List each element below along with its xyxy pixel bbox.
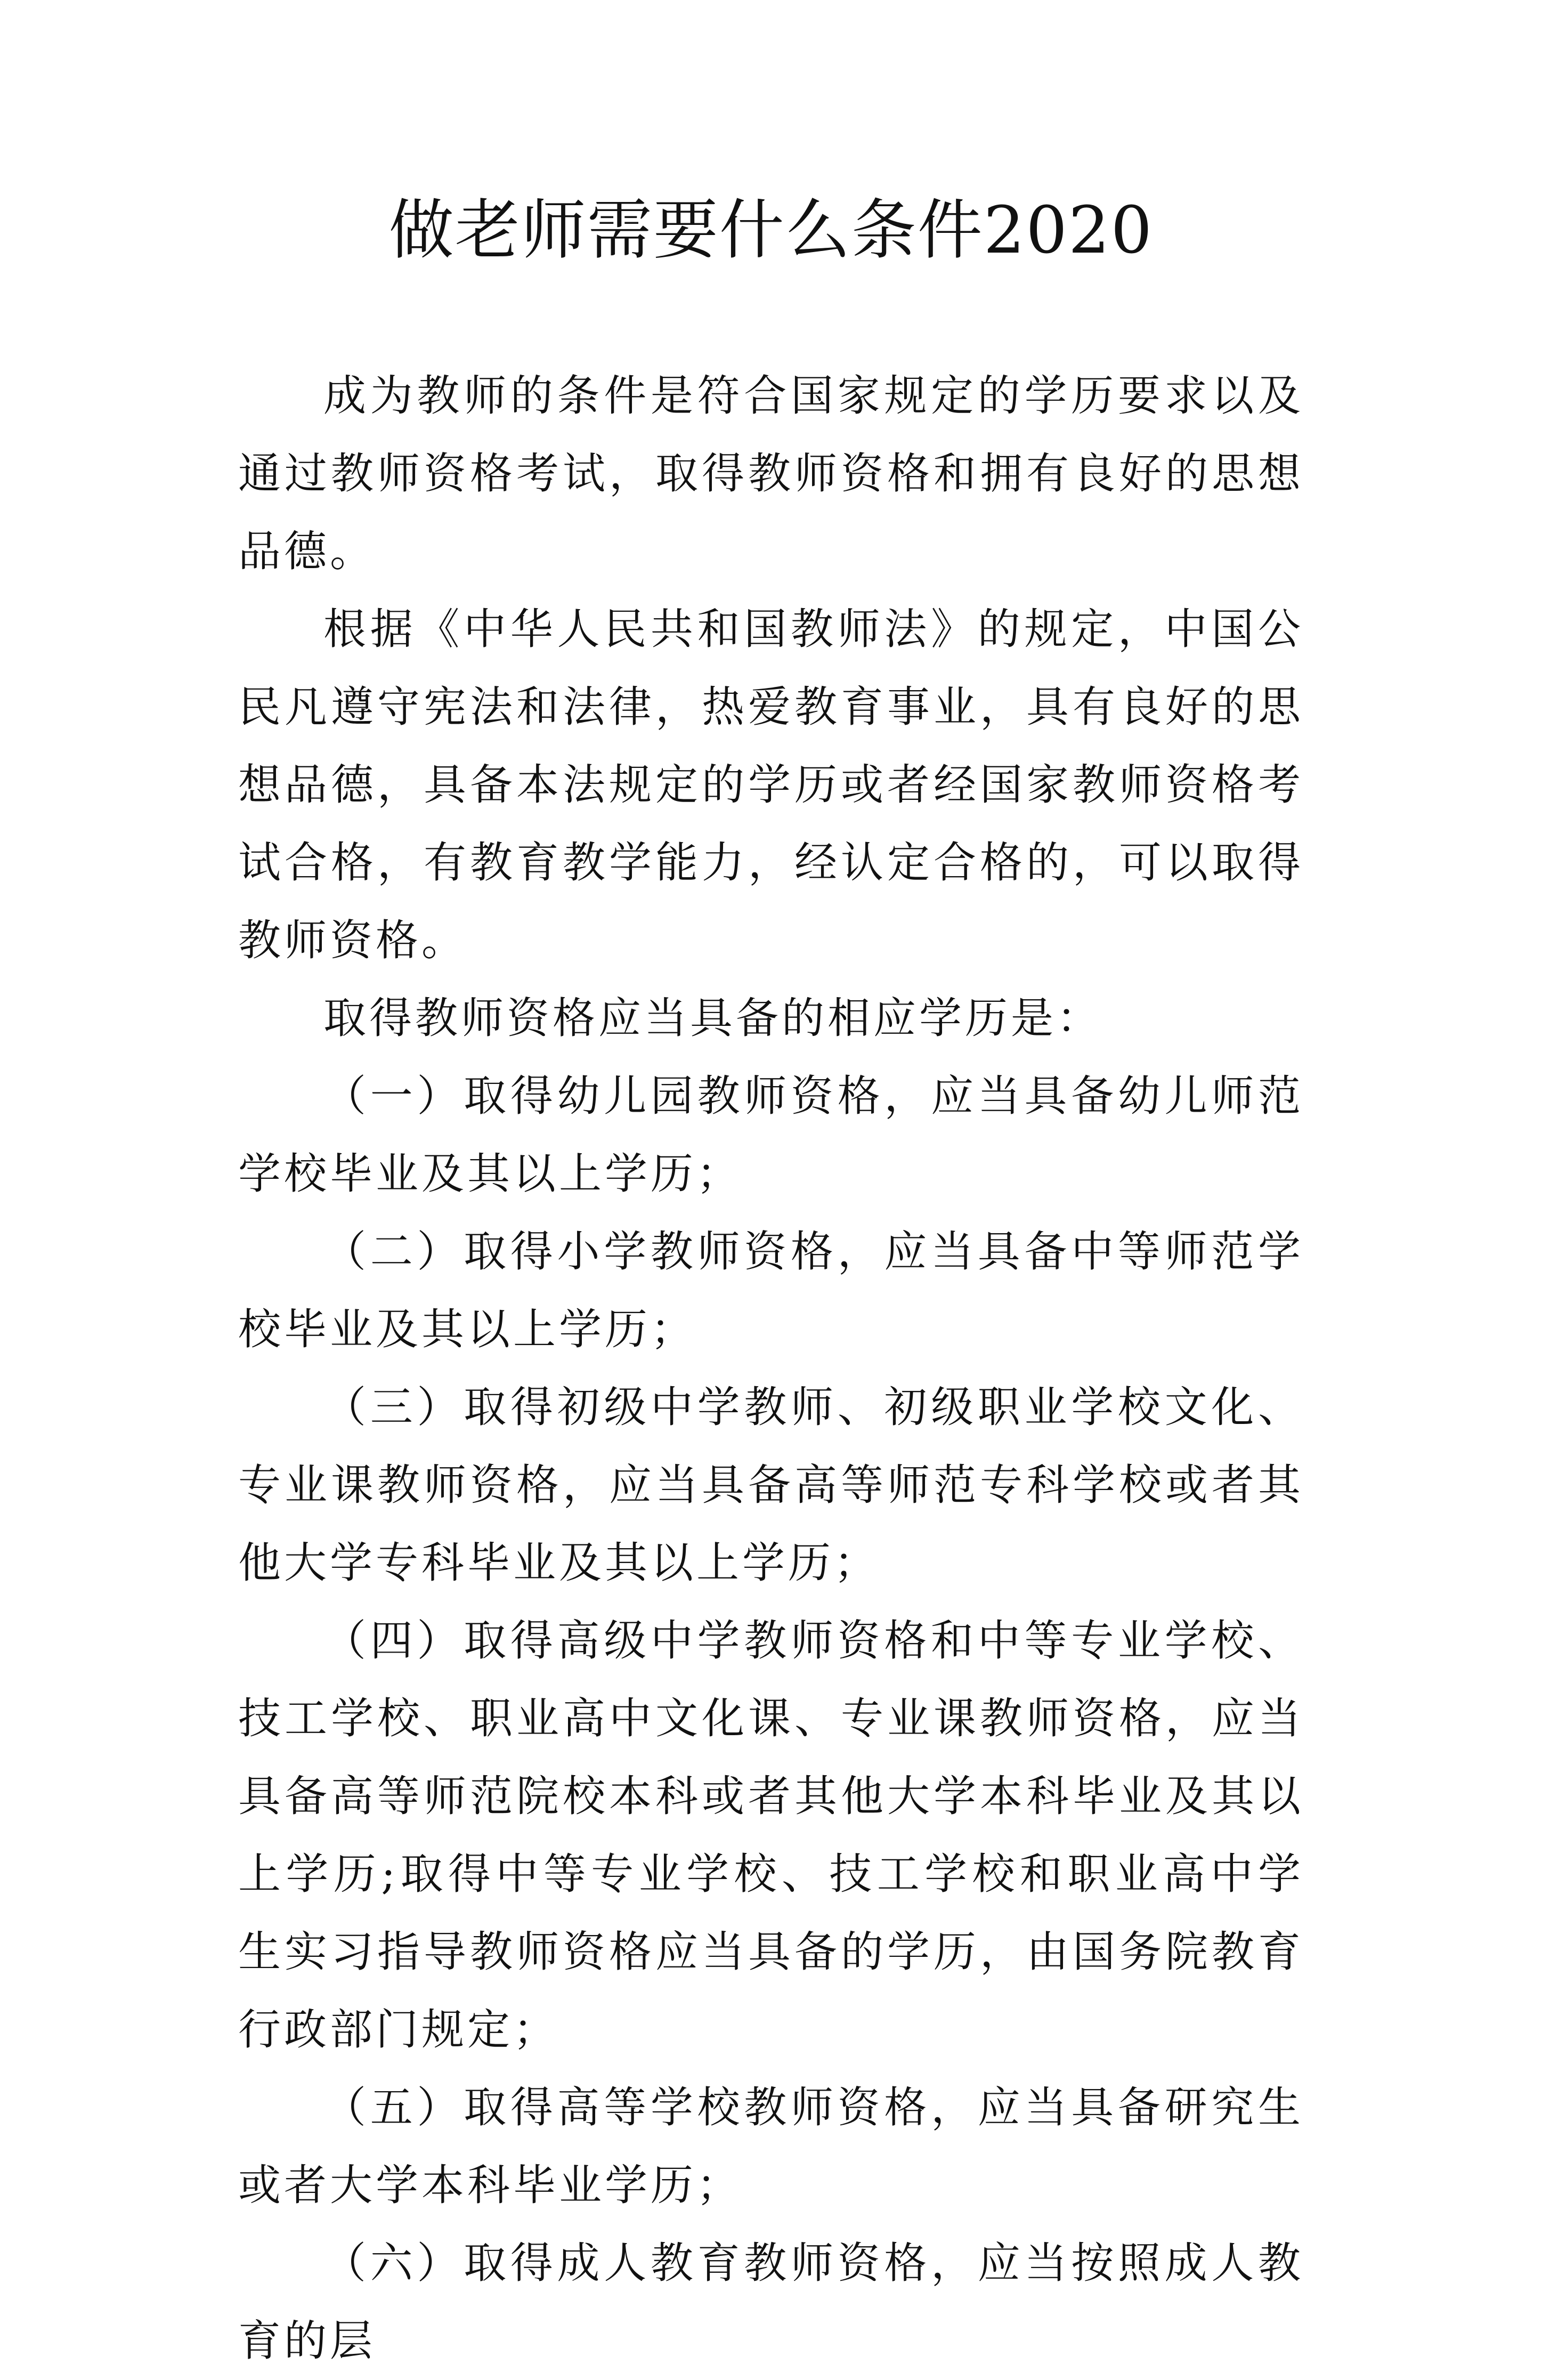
list-item-higher-education: （五）取得高等学校教师资格，应当具备研究生或者大学本科毕业学历； — [238, 2083, 1304, 2210]
list-item-kindergarten: （一）取得幼儿园教师资格，应当具备幼儿师范学校毕业及其以上学历； — [238, 1071, 1304, 1199]
paragraph-teacher-law: 根据《中华人民共和国教师法》的规定，中国公民凡遵守宪法和法律，热爱教育事业，具有良好的思想品德，具备本法规定的学历或者经国家教师资格考试合格，有教育教学能力，经认定合格的，可以取得教师资格。 — [238, 604, 1304, 965]
list-item-senior-high-school: （四）取得高级中学教师资格和中等专业学校、技工学校、职业高中文化课、专业课教师资格，应当具备高等师范院校本科或者其他大学本科毕业及其以上学历;取得中等专业学校、技工学校和职业高中学生实习指导教师资格应当具备的学历，由国务院教育行政部门规定； — [238, 1616, 1304, 2054]
paragraph-intro: 成为教师的条件是符合国家规定的学历要求以及通过教师资格考试，取得教师资格和拥有良好的思想品德。 — [238, 371, 1304, 576]
list-item-junior-middle-school: （三）取得初级中学教师、初级职业学校文化、专业课教师资格，应当具备高等师范专科学校或者其他大学专科毕业及其以上学历； — [238, 1382, 1304, 1588]
paragraph-education-requirements: 取得教师资格应当具备的相应学历是： — [323, 993, 1102, 1043]
page-title: 做老师需要什么条件2020 — [388, 192, 1154, 268]
list-item-adult-education: （六）取得成人教育教师资格，应当按照成人教育的层 — [238, 2238, 1304, 2366]
document-body — [238, 357, 1304, 2380]
list-item-primary-school: （二）取得小学教师资格，应当具备中等师范学校毕业及其以上学历； — [238, 1227, 1304, 1354]
